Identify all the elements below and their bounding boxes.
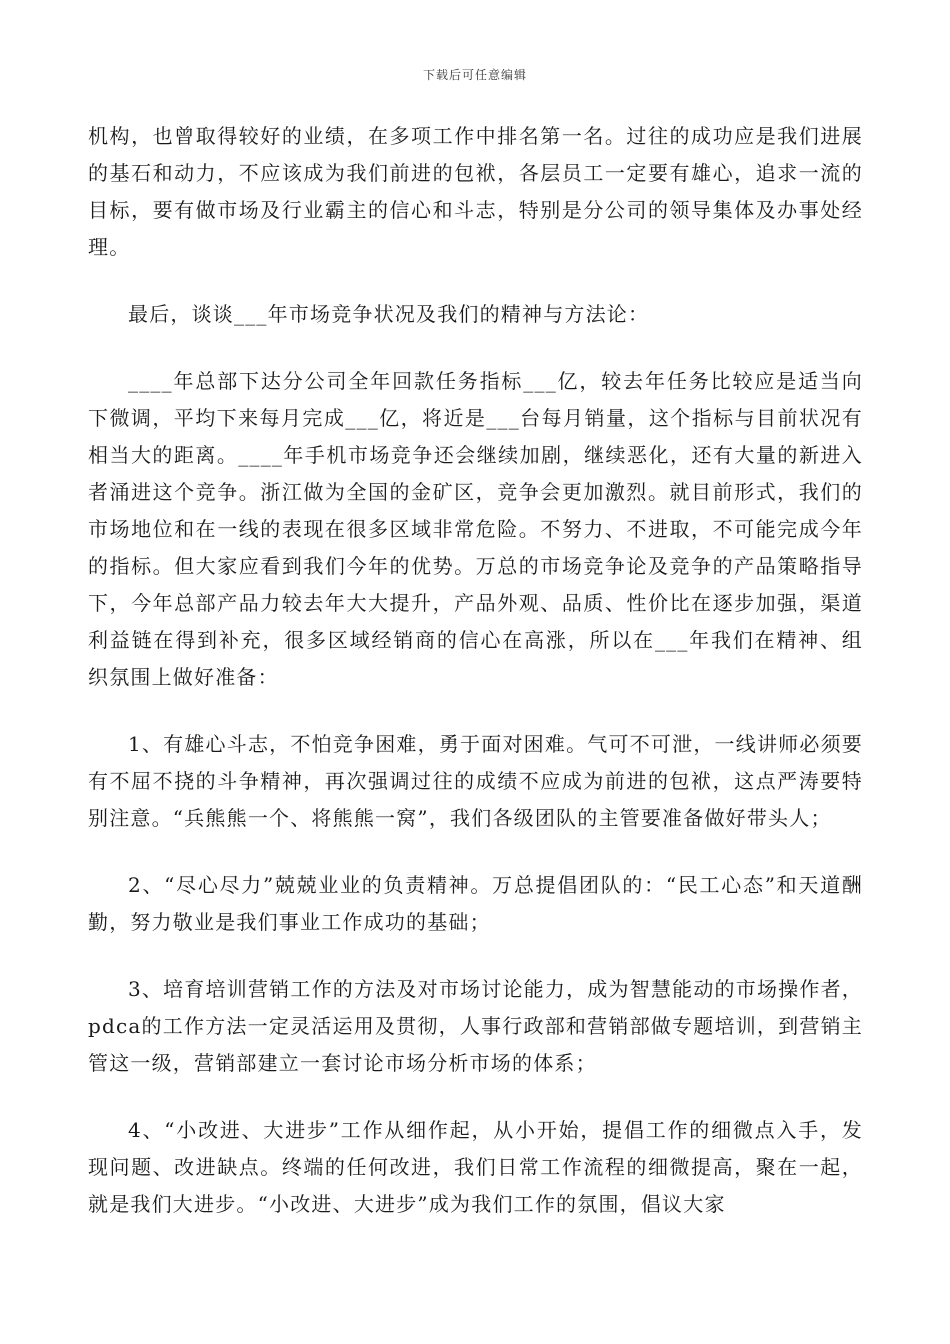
document-body — [88, 118, 863, 1253]
paragraph-2: 最后，谈谈___年市场竞争状况及我们的精神与方法论： — [128, 302, 650, 326]
paragraph-4: 1、有雄心斗志，不怕竞争困难，勇于面对困难。气可不可泄，一线讲师必须要有不屈不挠的斗争精神，再次强调过往的成绩不应成为前进的包袱，这点严涛要特别注意。“兵熊熊一个、将熊熊一窝”，我们各级团队的主管要准备做好带头人； — [88, 732, 863, 830]
paragraph-5: 2、“尽心尽力”兢兢业业的负责精神。万总提倡团队的：“民工心态”和天道酬勤，努力敬业是我们事业工作成功的基础； — [88, 873, 863, 934]
paragraph-3: ____年总部下达分公司全年回款任务指标___亿，较去年任务比较应是适当向下微调，平均下来每月完成___亿，将近是___台每月销量，这个指标与目前状况有相当大的距离。____年手机市场竞争还会继续加剧，继续恶化，还有大量的新进入者涌进这个竞争。浙江做为全国的金矿区，竞争会更加激烈。就目前形式，我们的市场地位和在一线的表现在很多区域非常危险。不努力、不进取，不可能完成今年的指标。但大家应看到我们今年的优势。万总的市场竞争论及竞争的产品策略指导下，今年总部产品力较去年大大提升，产品外观、品质、性价比在逐步加强，渠道利益链在得到补充，很多区域经销商的信心在高涨，所以在___年我们在精神、组织氛围上做好准备： — [88, 369, 863, 689]
paragraph-1: 机构，也曾取得较好的业绩，在多项工作中排名第一名。过往的成功应是我们进展的基石和动力，不应该成为我们前进的包袱，各层员工一定要有雄心，追求一流的目标，要有做市场及行业霸主的信心和斗志，特别是分公司的领导集体及办事处经理。 — [88, 124, 863, 259]
page-header: 下载后可任意编辑 — [422, 68, 527, 82]
paragraph-6: 3、培育培训营销工作的方法及对市场讨论能力，成为智慧能动的市场操作者，pdca的工作方法一定灵活运用及贯彻，人事行政部和营销部做专题培训，到营销主管这一级，营销部建立一套讨论市场分析市场的体系； — [88, 977, 863, 1075]
paragraph-7: 4、“小改进、大进步”工作从细作起，从小开始，提倡工作的细微点入手，发现问题、改进缺点。终端的任何改进，我们日常工作流程的细微提高，聚在一起，就是我们大进步。“小改进、大进步”成为我们工作的氛围，倡议大家 — [88, 1118, 863, 1216]
